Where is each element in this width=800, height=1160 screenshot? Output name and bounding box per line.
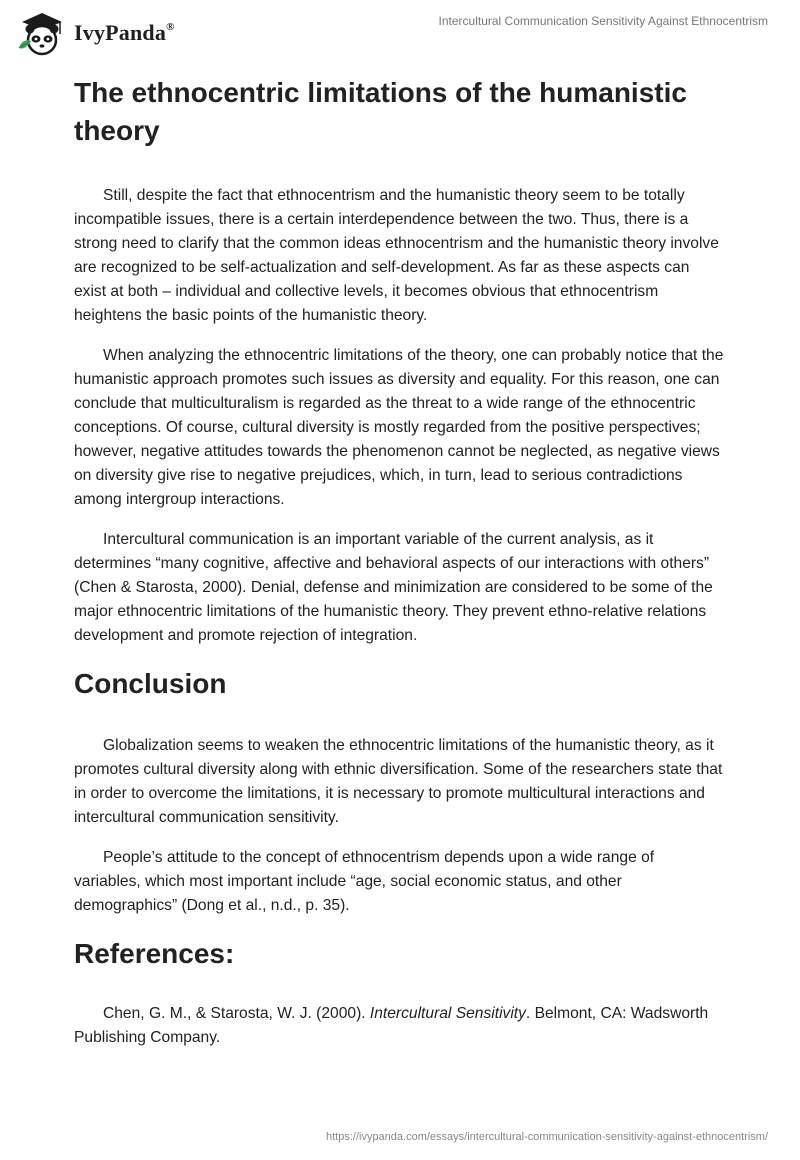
paragraph: Intercultural communication is an important variable of the current analysis, as it determines “many cognitive, affective and behavioral aspects of our interactions with others” (Chen & Starosta, 2000). Denial, defense and minimization are considered to be some of the major ethnocentric limitations of the humanistic theory. They prevent ethno-relative relations development and promote rejection of integration. (74, 531, 713, 644)
panda-logo-icon (16, 8, 68, 58)
paragraph: People’s attitude to the concept of ethnocentrism depends upon a wide range of variables, which most important include “age, social economic status, and other demographics” (Dong et al., n.d., p. 35). (74, 849, 655, 914)
source-url[interactable]: https://ivypanda.com/essays/intercultural-communication-sensitivity-against-ethnocentrism/ (325, 1131, 768, 1143)
essay-content (74, 70, 724, 1050)
paragraph: Globalization seems to weaken the ethnocentric limitations of the humanistic theory, as it promotes cultural diversity along with ethnic diversification. Some of the researchers state that in order to overcome the limitations, it is necessary to promote multicultural interactions and intercultural communication sensitivity. (74, 737, 723, 826)
section-heading-references: References: (74, 938, 235, 969)
document-title: Intercultural Communication Sensitivity Against Ethnocentrism (438, 14, 768, 28)
reference-authors: Chen, G. M., & Starosta, W. J. (2000). (103, 1005, 370, 1022)
paragraph: When analyzing the ethnocentric limitations of the theory, one can probably notice that the humanistic approach promotes such issues as diversity and equality. For this reason, one can conclude that multiculturalism is regarded as the threat to a wide range of the ethnocentric conceptions. Of course, cultural diversity is mostly regarded from the positive perspectives; however, negative attitudes towards the phenomenon cannot be neglected, as negative views on diversity give rise to negative prejudices, which, in turn, lead to serious contradictions among intergroup interactions. (74, 347, 724, 508)
section-heading-limitations: The ethnocentric limitations of the humanistic theory (74, 77, 687, 146)
section-heading-conclusion: Conclusion (74, 668, 227, 699)
reference-entry (74, 1002, 724, 1050)
paragraph: Still, despite the fact that ethnocentrism and the humanistic theory seem to be totally incompatible issues, there is a certain interdependence between the two. Thus, there is a strong need to clarify that the common ideas ethnocentrism and the humanistic theory involve are recognized to be self-actualization and self-development. As far as these aspects can exist at both – individual and collective levels, it becomes obvious that ethnocentrism heightens the basic points of the humanistic theory. (74, 187, 719, 324)
brand-name: IvyPanda® (74, 20, 175, 45)
reference-publisher: . Belmont, CA: Wadsworth Publishing Company. (74, 1005, 709, 1046)
reference-title: Intercultural Sensitivity (369, 1005, 526, 1022)
ivypanda-logo[interactable] (16, 8, 175, 58)
